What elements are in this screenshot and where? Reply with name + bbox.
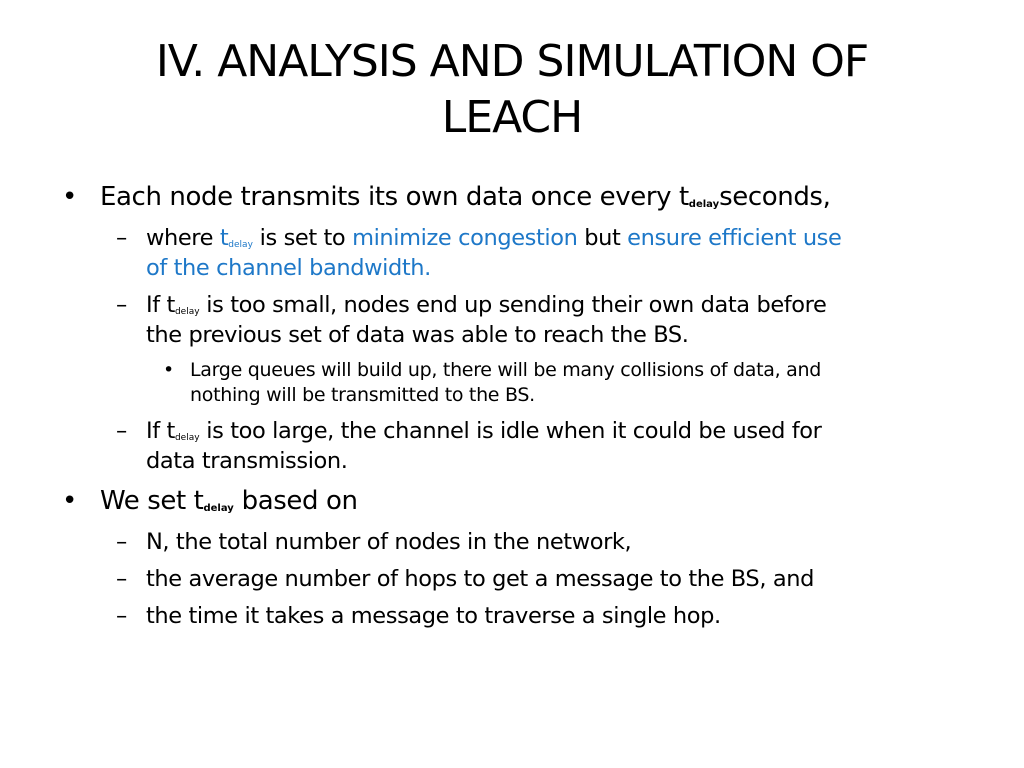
subsubbullet-large-queues-line2: nothing will be transmitted to the BS. bbox=[190, 384, 535, 406]
bullet-marker: • bbox=[62, 486, 77, 516]
slide-title-line-2: LEACH bbox=[441, 92, 583, 143]
bullet-text: but bbox=[577, 225, 628, 251]
highlight-ensure-efficient-use: ensure efficient use bbox=[627, 225, 842, 251]
subscript-delay: delay bbox=[174, 433, 200, 443]
dash-marker: – bbox=[116, 603, 127, 629]
subbullet-too-small-line2: the previous set of data was able to reach the BS. bbox=[146, 322, 689, 348]
subbullet-too-large-line2: data transmission. bbox=[146, 448, 348, 474]
dash-marker: – bbox=[116, 225, 127, 251]
subbullet-too-small bbox=[146, 292, 826, 318]
subscript-delay: delay bbox=[228, 240, 253, 250]
bullet-marker: • bbox=[62, 182, 77, 212]
bullet-text: If t bbox=[146, 418, 175, 444]
subsubbullet-large-queues: Large queues will build up, there will be many collisions of data, and bbox=[190, 359, 821, 381]
bullet-text: based on bbox=[233, 486, 358, 516]
dash-marker: – bbox=[116, 292, 127, 318]
subbullet-where-tdelay bbox=[146, 225, 841, 251]
subscript-delay: delay bbox=[688, 199, 720, 210]
subbullet-where-tdelay-line2: of the channel bandwidth. bbox=[146, 255, 431, 281]
bullet-text: seconds, bbox=[719, 182, 831, 212]
bullet-text: is too large, the channel is idle when it could be used for bbox=[199, 418, 822, 444]
highlight-minimize-congestion: minimize congestion bbox=[352, 225, 578, 251]
subbullet-average-hops: the average number of hops to get a message to the BS, and bbox=[146, 566, 814, 592]
bullet-text: is too small, nodes end up sending their own data before bbox=[199, 292, 827, 318]
subbullet-too-large bbox=[146, 418, 822, 444]
slide-title-line-1: IV. ANALYSIS AND SIMULATION OF bbox=[155, 36, 869, 87]
bullet-each-node-transmits bbox=[100, 182, 830, 212]
subscript-delay: delay bbox=[203, 503, 234, 514]
subbullet-traverse-hop: the time it takes a message to traverse a single hop. bbox=[146, 603, 721, 629]
tdelay-variable: t bbox=[219, 225, 229, 251]
subscript-delay: delay bbox=[174, 307, 200, 317]
subbullet-total-nodes: N, the total number of nodes in the network, bbox=[146, 529, 632, 555]
dash-marker: – bbox=[116, 529, 127, 555]
bullet-text: is set to bbox=[252, 225, 353, 251]
bullet-marker: • bbox=[163, 359, 174, 381]
bullet-we-set-tdelay bbox=[100, 486, 358, 516]
bullet-text: Each node transmits its own data once every t bbox=[100, 182, 689, 212]
bullet-text: If t bbox=[146, 292, 175, 318]
dash-marker: – bbox=[116, 566, 127, 592]
bullet-text: We set t bbox=[100, 486, 204, 516]
bullet-text: where bbox=[146, 225, 220, 251]
dash-marker: – bbox=[116, 418, 127, 444]
